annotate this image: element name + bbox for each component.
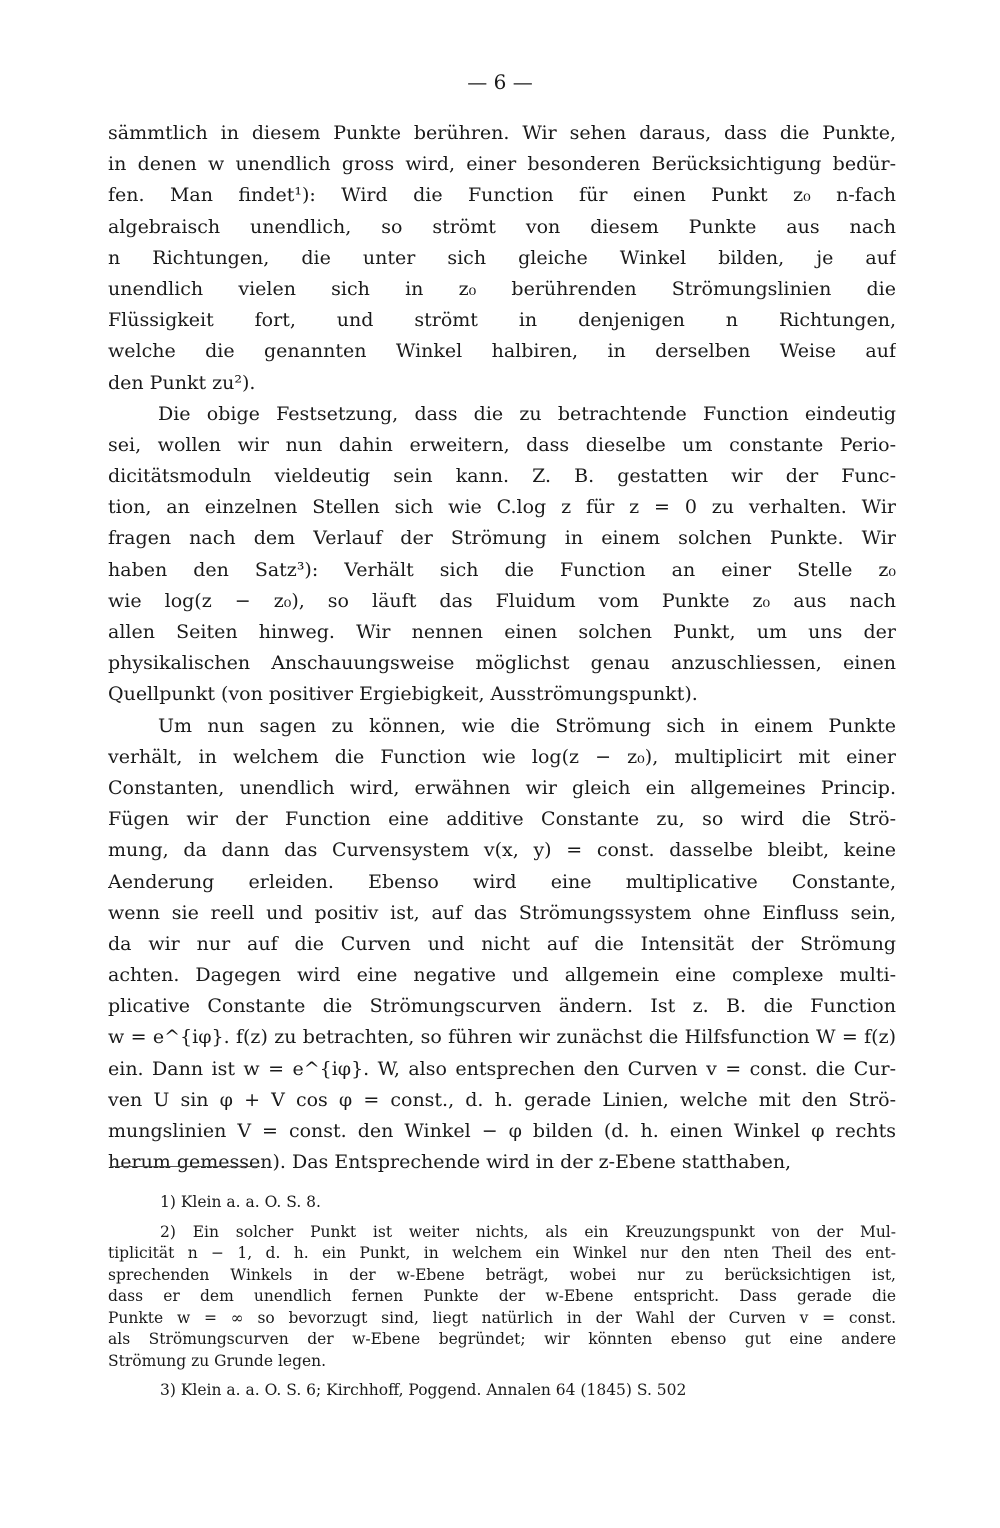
text-line: w = e^{iφ}. f(z) zu betrachten, so führen wir zunächst die Hilfsfunction W = f(z) — [108, 1026, 896, 1049]
text-line: sämmtlich in diesem Punkte berühren. Wir sehen daraus, dass die Punkte, — [108, 122, 896, 144]
text-line: algebraisch unendlich, so strömt von diesem Punkte aus nach — [108, 215, 896, 238]
text-line: wenn sie reell und positiv ist, auf das Strömungssystem ohne Einfluss sein, — [108, 901, 896, 924]
text-line: tion, an einzelnen Stellen sich wie C.log z für z = 0 zu verhalten. Wir — [108, 496, 896, 519]
text-line: mungslinien V = const. den Winkel − φ bilden (d. h. einen Winkel φ rechts — [108, 1120, 896, 1142]
text-line: ein. Dann ist w = e^{iφ}. W, also entsprechen den Curven v = const. die Cur- — [108, 1057, 896, 1080]
text-line: Um nun sagen zu können, wie die Strömung sich in einem Punkte — [158, 714, 896, 737]
text-line: unendlich vielen sich in z₀ berührenden Strömungslinien die — [108, 277, 896, 300]
text-line: allen Seiten hinweg. Wir nennen einen solchen Punkt, um uns der — [108, 621, 896, 643]
footnote — [108, 1192, 896, 1214]
footnote — [108, 1380, 896, 1402]
text-line: verhält, in welchem die Function wie log(z − z₀), multiplicirt mit einer — [108, 745, 896, 768]
body-text — [108, 118, 896, 1178]
footnote-gap — [108, 1372, 896, 1380]
text-line: fen. Man findet¹): Wird die Function für einen Punkt z₀ n-fach — [108, 184, 896, 207]
text-line: Flüssigkeit fort, und strömt in denjenigen n Richtungen, — [108, 309, 896, 332]
text-line: ven U sin φ + V cos φ = const., d. h. gerade Linien, welche mit den Strö- — [108, 1088, 896, 1111]
footnote — [108, 1222, 896, 1373]
text-line: achten. Dagegen wird eine negative und allgemein eine complexe multi- — [108, 964, 896, 987]
footnote-divider — [110, 1166, 260, 1167]
text-line: fragen nach dem Verlauf der Strömung in einem solchen Punkte. Wir — [108, 527, 896, 550]
text-line: da wir nur auf die Curven und nicht auf die Intensität der Strömung — [108, 932, 896, 955]
text-line: n Richtungen, die unter sich gleiche Winkel bilden, je auf — [108, 246, 896, 269]
footnote-line: 2) Ein solcher Punkt ist weiter nichts, als ein Kreuzungspunkt von der Mul- — [160, 1222, 896, 1241]
text-line: physikalischen Anschauungsweise möglichst genau anzuschliessen, einen — [108, 652, 896, 675]
text-line: den Punkt zu²). — [108, 371, 256, 394]
footnote-line: dass er dem unendlich fernen Punkte der w-Ebene entspricht. Dass gerade die — [108, 1287, 896, 1305]
footnote-gap — [108, 1214, 896, 1222]
footnote-line: als Strömungscurven der w-Ebene begründet; wir könnten ebenso gut eine andere — [108, 1330, 896, 1348]
footnote-line: Punkte w = ∞ so bevorzugt sind, liegt natürlich in der Wahl der Curven v = const. — [108, 1308, 896, 1327]
text-line: Fügen wir der Function eine additive Constante zu, so wird die Strö- — [108, 808, 896, 831]
text-line: sei, wollen wir nun dahin erweitern, dass dieselbe um constante Perio- — [108, 433, 896, 456]
text-line: Aenderung erleiden. Ebenso wird eine multiplicative Constante, — [108, 870, 896, 893]
footnote-line: Strömung zu Grunde legen. — [108, 1351, 327, 1370]
footnotes — [108, 1192, 896, 1402]
text-line: plicative Constante die Strömungscurven ändern. Ist z. B. die Function — [108, 995, 896, 1018]
text-line: Constanten, unendlich wird, erwähnen wir gleich ein allgemeines Princip. — [108, 776, 896, 799]
text-line: dicitätsmoduln vieldeutig sein kann. Z. B. gestatten wir der Func- — [108, 465, 896, 488]
footnote-line: 1) Klein a. a. O. S. 8. — [160, 1193, 321, 1211]
text-line: in denen w unendlich gross wird, einer besonderen Berücksichtigung bedür- — [108, 153, 896, 176]
text-line: herum gemessen). Das Entsprechende wird in der z-Ebene statthaben, — [108, 1151, 792, 1174]
page-number: — 6 — — [467, 70, 533, 94]
footnote-line: tiplicität n − 1, d. h. ein Punkt, in welchem ein Winkel nur den nten Theil des ent- — [108, 1244, 896, 1262]
text-line: haben den Satz³): Verhält sich die Function an einer Stelle z₀ — [108, 558, 896, 581]
text-line: Quellpunkt (von positiver Ergiebigkeit, Ausströmungspunkt). — [108, 683, 698, 706]
text-line: wie log(z − z₀), so läuft das Fluidum vom Punkte z₀ aus nach — [108, 589, 896, 612]
text-line: mung, da dann das Curvensystem v(x, y) = const. dasselbe bleibt, keine — [108, 839, 896, 862]
text-line: welche die genannten Winkel halbiren, in derselben Weise auf — [108, 340, 896, 363]
footnote-line: sprechenden Winkels in der w-Ebene beträgt, wobei nur zu berücksichtigen ist, — [108, 1265, 896, 1284]
text-line: Die obige Festsetzung, dass die zu betrachtende Function eindeutig — [158, 402, 896, 425]
footnote-line: 3) Klein a. a. O. S. 6; Kirchhoff, Poggend. Annalen 64 (1845) S. 502 — [160, 1381, 687, 1399]
